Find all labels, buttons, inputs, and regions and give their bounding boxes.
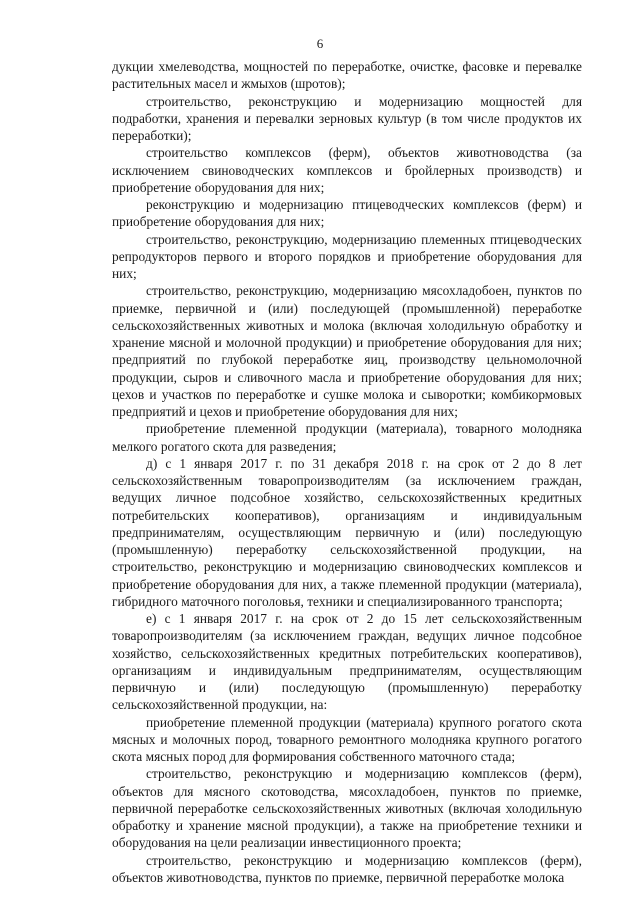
paragraph: приобретение племенной продукции (материала), товарного молодняка мелкого рогатого скота для разведения; [112, 421, 582, 454]
paragraph: строительство, реконструкцию, модернизацию мясохладобоен, пунктов по приемке, первичной и (или) последующей (промышленной) переработке сельскохозяйственных животных и молока (включая холодильную обработку и хранение мясной и молочной продукции) и приобретение оборудования для них; предприятий по глубокой переработке яиц, производству цельномолочной продукции, сыров и сливочного масла и приобретение оборудования для них; цехов и участков по переработке и сушке молока и сыворотки; комбикормовых предприятий и цехов и приобретение оборудования для них; [112, 283, 582, 419]
paragraph: строительство, реконструкцию и модернизацию комплексов (ферм), объектов животноводства, пунктов по приемке, первичной переработке молока [112, 852, 582, 885]
page-number: 6 [316, 36, 324, 51]
paragraph: приобретение племенной продукции (материала) крупного рогатого скота мясных и молочных пород, товарного ремонтного молодняка крупного рогатого скота мясных пород для формирования собственного маточного стада; [112, 714, 582, 764]
paragraph-continuation: дукции хмелеводства, мощностей по переработке, очистке, фасовке и перевалке растительных масел и жмыхов (шротов); [112, 59, 582, 92]
paragraph-item-d: д) с 1 января 2017 г. по 31 декабря 2018 г. на срок от 2 до 8 лет сельскохозяйственным товаропроизводителям (за исключением граждан, ведущих личное подсобное хозяйство, сельскохозяйственных кредитных потребительских кооперативов), организациям и индивидуальным предпринимателям, осуществляющим первичную и (или) последующую (промышленную) переработку сельскохозяйственной продукции, на строительство, реконструкцию и модернизацию свиноводческих комплексов и приобретение оборудования для них, а также племенной продукции (материала), гибридного маточного поголовья, техники и специализированного транспорта; [112, 455, 582, 609]
document-body [112, 58, 582, 886]
paragraph: строительство, реконструкцию и модернизацию мощностей для подработки, хранения и перевалки зерновых культур (в том числе продуктов их переработки); [112, 93, 582, 143]
paragraph: строительство комплексов (ферм), объектов животноводства (за исключением свиноводческих комплексов и бройлерных производств) и приобретение оборудования для них; [112, 145, 582, 195]
paragraph: строительство, реконструкцию, модернизацию племенных птицеводческих репродукторов первого и второго порядков и приобретение оборудования для них; [112, 231, 582, 281]
paragraph: реконструкцию и модернизацию птицеводческих комплексов (ферм) и приобретение оборудования для них; [112, 197, 582, 230]
paragraph-item-e: е) с 1 января 2017 г. на срок от 2 до 15 лет сельскохозяйственным товаропроизводителям (за исключением граждан, ведущих личное подсобное хозяйство, сельскохозяйственных кредитных потребительских кооперативов), организациям и индивидуальным предпринимателям, осуществляющим первичную и (или) последующую (промышленную) переработку сельскохозяйственной продукции, на: [112, 611, 582, 713]
paragraph: строительство, реконструкцию и модернизацию комплексов (ферм), объектов для мясного скотоводства, мясохладобоен, пунктов по приемке, первичной переработке сельскохозяйственных животных (включая холодильную обработку и хранение мясной продукции), а также на приобретение техники и оборудования на цели реализации инвестиционного проекта; [112, 766, 582, 851]
